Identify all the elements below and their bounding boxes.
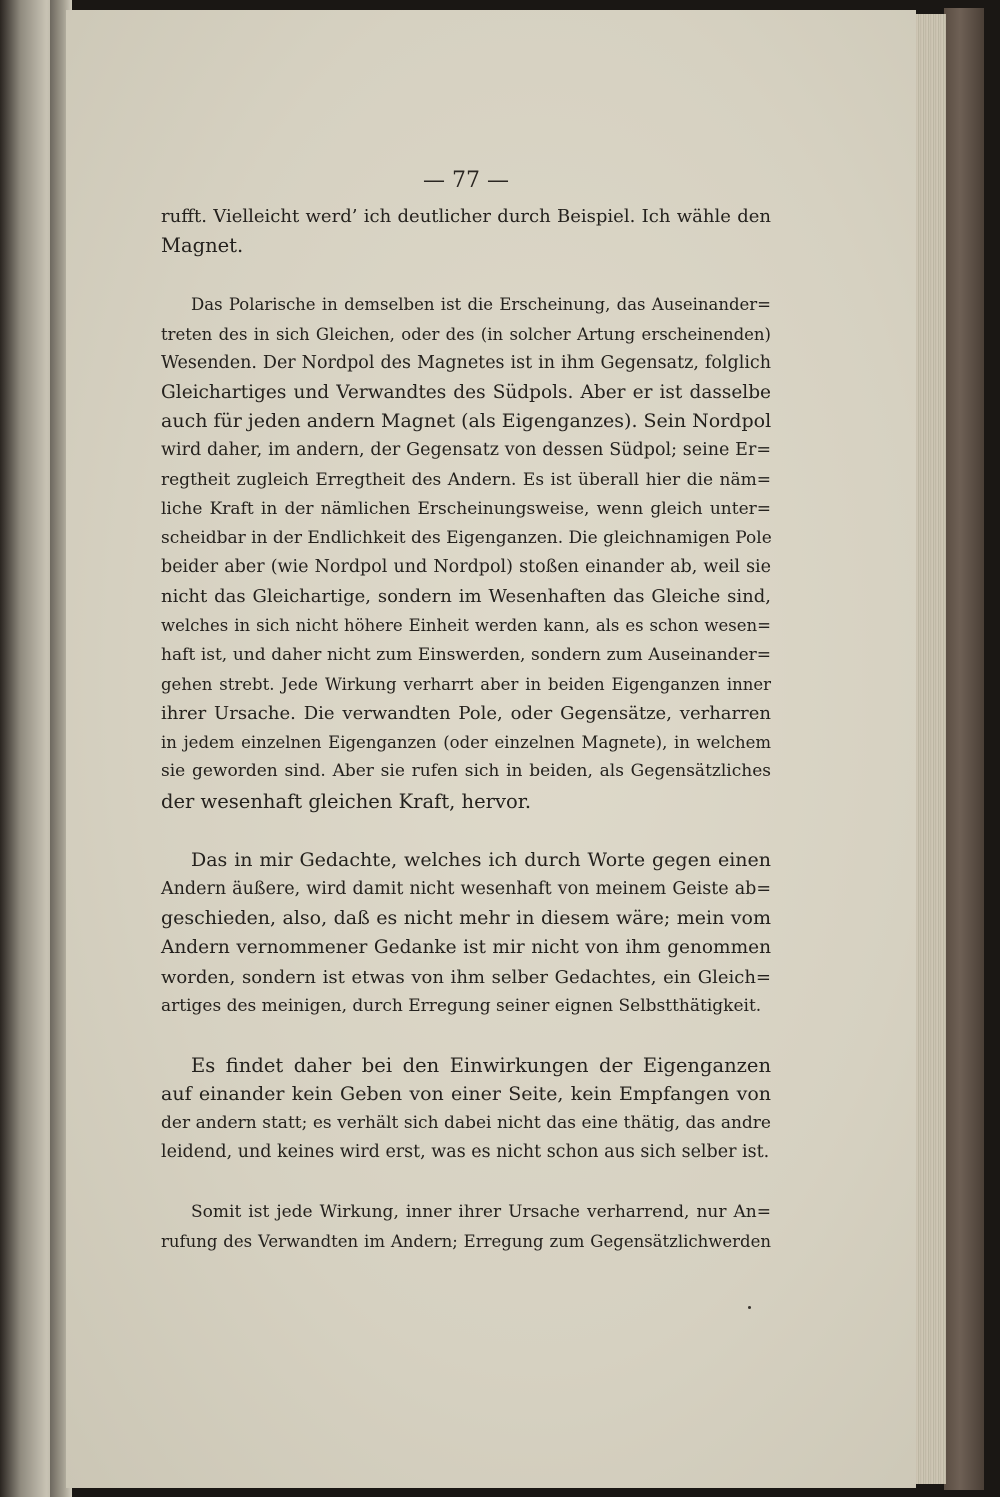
- text-line: rufft. Vielleicht werd’ ich deutlicher durch Beispiel. Ich wähle den: [161, 206, 771, 227]
- text-line: artiges des meinigen, durch Erregung seiner eignen Selbstthätigkeit.: [161, 995, 762, 1016]
- text-line: in jedem einzelnen Eigenganzen (oder einzelnen Magnete), in welchem: [161, 733, 771, 753]
- paragraph: [161, 202, 771, 260]
- text-line: treten des in sich Gleichen, oder des (in solcher Artung erscheinenden): [161, 324, 771, 344]
- paragraph: [161, 1198, 771, 1256]
- text-line: rufung des Verwandten im Andern; Erregung zum Gegensätzlichwerden: [161, 1231, 771, 1251]
- text-line: der wesenhaft gleichen Kraft, hervor.: [161, 789, 532, 813]
- text-line: Andern vernommener Gedanke ist mir nicht von ihm genommen: [161, 937, 771, 959]
- text-line: Andern äußere, wird damit nicht wesenhaft von meinem Geiste ab=: [161, 878, 771, 899]
- text-line: gehen strebt. Jede Wirkung verharrt aber in beiden Eigenganzen inner: [161, 674, 771, 694]
- text-line: Magnet.: [161, 234, 244, 258]
- text-line: Es findet daher bei den Einwirkungen der Eigenganzen: [191, 1053, 771, 1077]
- text-line: Wesenden. Der Nordpol des Magnetes ist in ihm Gegensatz, folglich: [161, 352, 771, 373]
- text-line: auch für jeden andern Magnet (als Eigenganzes). Sein Nordpol: [161, 410, 772, 433]
- ink-speck: [748, 1306, 751, 1309]
- text-line: Das Polarische in demselben ist die Erscheinung, das Auseinander=: [191, 295, 771, 315]
- paragraph: [161, 846, 771, 1021]
- paragraph: [161, 290, 771, 815]
- text-line: Gleichartiges und Verwandtes des Südpols. Aber er ist dasselbe: [161, 381, 771, 403]
- page-block-edges: [914, 14, 946, 1484]
- text-line: scheidbar in der Endlichkeit des Eigenganzen. Die gleichnamigen Pole: [161, 527, 772, 548]
- text-line: welches in sich nicht höhere Einheit werden kann, als es schon wesen=: [161, 616, 771, 636]
- text-line: Somit ist jede Wirkung, inner ihrer Ursache verharrend, nur An=: [191, 1201, 771, 1222]
- text-line: sie geworden sind. Aber sie rufen sich in beiden, als Gegensätzliches: [161, 761, 771, 782]
- text-line: leidend, und keines wird erst, was es nicht schon aus sich selber ist.: [161, 1142, 770, 1163]
- text-line: worden, sondern ist etwas von ihm selber Gedachtes, ein Gleich=: [161, 966, 771, 988]
- text-line: auf einander kein Geben von einer Seite, kein Empfangen von: [161, 1083, 771, 1106]
- text-line: ihrer Ursache. Die verwandten Pole, oder Gegensätze, verharren: [161, 703, 771, 724]
- text-line: Das in mir Gedachte, welches ich durch Worte gegen einen: [191, 848, 771, 871]
- text-line: geschieden, also, daß es nicht mehr in diesem wäre; mein vom: [161, 907, 771, 930]
- text-line: liche Kraft in der nämlichen Erscheinungsweise, wenn gleich unter=: [161, 498, 771, 519]
- text-line: nicht das Gleichartige, sondern im Wesenhaften das Gleiche sind,: [161, 586, 771, 608]
- paragraph: [161, 1051, 771, 1168]
- book-cover-edge: [944, 8, 984, 1490]
- text-line: der andern statt; es verhält sich dabei nicht das eine thätig, das andre: [161, 1113, 771, 1134]
- text-line: wird daher, im andern, der Gegensatz von dessen Südpol; seine Er=: [161, 440, 771, 461]
- text-line: beider aber (wie Nordpol und Nordpol) stoßen einander ab, weil sie: [161, 557, 771, 578]
- text-line: regtheit zugleich Erregtheit des Andern. Es ist überall hier die näm=: [161, 469, 771, 490]
- text-line: haft ist, und daher nicht zum Einswerden, sondern zum Auseinander=: [161, 644, 771, 665]
- text-area: [161, 166, 771, 1256]
- page-number: — 77 —: [423, 168, 509, 193]
